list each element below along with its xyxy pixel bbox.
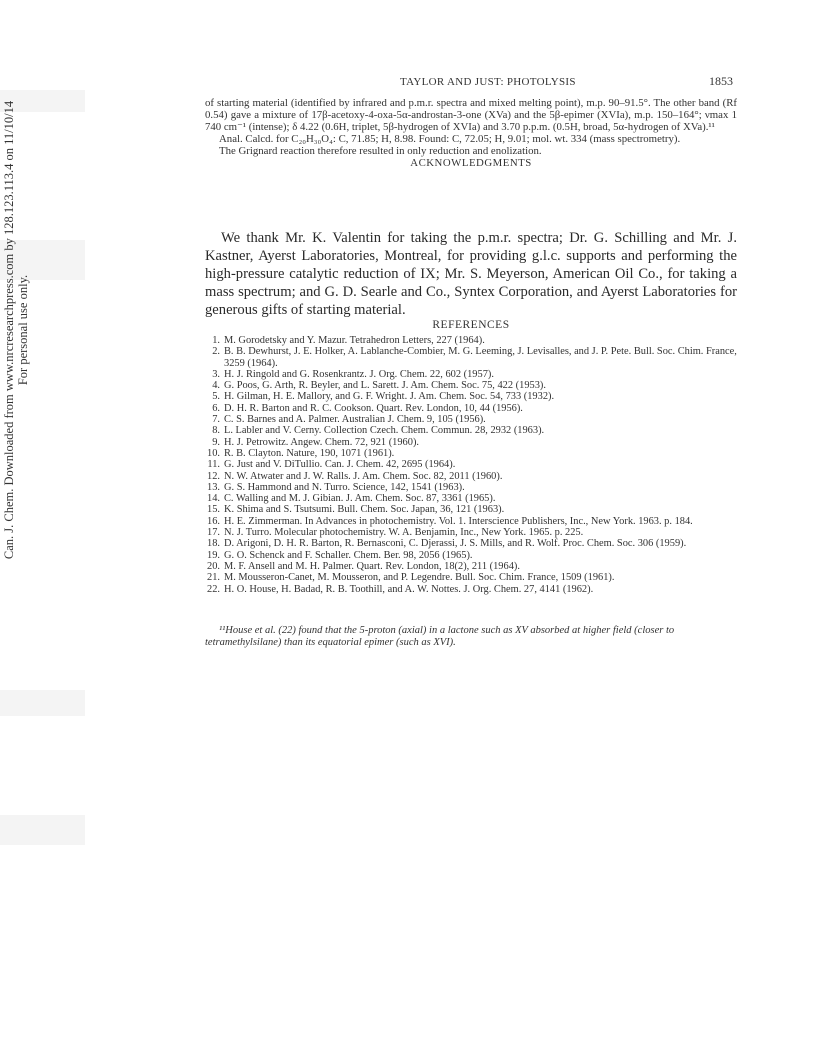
- reference-text: N. J. Turro. Molecular photochemistry. W. A. Benjamin, Inc., New York. 1965. p. 225.: [224, 527, 584, 539]
- reference-text: D. H. R. Barton and R. C. Cookson. Quart. Rev. London, 10, 44 (1956).: [224, 402, 523, 414]
- reference-text: B. B. Dewhurst, J. E. Holker, A. Lablanche-Combier, M. G. Leeming, J. Levisalles, and J. P. Pete. Bull. Soc. Chim. France, 3259 (1964).: [224, 346, 737, 369]
- reference-number: 7.: [212, 414, 220, 426]
- paragraph: of starting material (identified by infrared and p.m.r. spectra and mixed melting point), m.p. 90–91.5°. The other band (Rf 0.54) gave a mixture of 17β-acetoxy-4-oxa-5α-androstan-3-one (XVa) and the 5β-epimer (XVIa), m.p. 150–164°; νmax 1 740 cm⁻¹ (intense); δ 4.22 (0.6H, triplet, 5β-hydrogen of XVIa) and 3.70 p.p.m. (0.5H, broad, 5α-hydrogen of XVa).¹¹: [205, 97, 737, 133]
- paragraph: Anal. Calcd. for C₂₀H₃₀O₄: C, 71.85; H, 8.98. Found: C, 72.05; H, 9.01; mol. wt. 334 (mass spectrometry).: [219, 133, 681, 145]
- reference-item: [205, 403, 737, 414]
- reference-item: [205, 459, 737, 470]
- reference-text: H. J. Petrowitz. Angew. Chem. 72, 921 (1960).: [224, 436, 419, 448]
- page-number: 1853: [709, 74, 733, 88]
- reference-number: 17.: [207, 527, 220, 539]
- reference-number: 8.: [212, 425, 220, 437]
- reference-number: 16.: [207, 515, 220, 527]
- scan-shadow: [0, 815, 85, 845]
- body-text: [205, 97, 737, 169]
- reference-number: 9.: [212, 436, 220, 448]
- reference-number: 21.: [207, 572, 220, 584]
- reference-item: [205, 391, 737, 402]
- reference-text: M. Gorodetsky and Y. Mazur. Tetrahedron Letters, 227 (1964).: [224, 335, 485, 346]
- reference-number: 12.: [207, 470, 220, 482]
- reference-number: 2.: [212, 346, 220, 358]
- reference-item: [205, 584, 737, 595]
- footnote: ¹¹House et al. (22) found that the 5-proton (axial) in a lactone such as XV absorbed at higher field (closer to tetramethylsilane) than its equatorial epimer (such as XVI).: [205, 625, 675, 648]
- reference-text: H. E. Zimmerman. In Advances in photochemistry. Vol. 1. Interscience Publishers, Inc., New York. 1963. p. 184.: [224, 515, 693, 527]
- reference-text: N. W. Atwater and J. W. Ralls. J. Am. Chem. Soc. 82, 2011 (1960).: [224, 470, 503, 482]
- reference-text: H. O. House, H. Badad, R. B. Toothill, and A. W. Nottes. J. Org. Chem. 27, 4141 (1962).: [224, 583, 594, 595]
- reference-item: [205, 335, 737, 346]
- reference-item: [205, 516, 737, 527]
- reference-text: M. Mousseron-Canet, M. Mousseron, and P. Legendre. Bull. Soc. Chim. France, 1509 (1961).: [224, 572, 615, 584]
- reference-text: L. Labler and V. Cerny. Collection Czech. Chem. Commun. 28, 2932 (1963).: [224, 425, 545, 437]
- reference-item: [205, 550, 737, 561]
- watermark-line: For personal use only.: [16, 274, 30, 386]
- reference-item: [205, 504, 737, 515]
- reference-text: R. B. Clayton. Nature, 190, 1071 (1961).: [224, 447, 395, 459]
- reference-item: [205, 425, 737, 436]
- download-watermark: [2, 60, 30, 600]
- reference-text: C. S. Barnes and A. Palmer. Australian J. Chem. 9, 105 (1956).: [224, 414, 486, 426]
- reference-number: 1.: [212, 335, 220, 346]
- reference-number: 15.: [207, 504, 220, 516]
- reference-text: K. Shima and S. Tsutsumi. Bull. Chem. Soc. Japan, 36, 121 (1963).: [224, 504, 505, 516]
- reference-item: [205, 493, 737, 504]
- reference-number: 19.: [207, 549, 220, 561]
- acknowledgments: We thank Mr. K. Valentin for taking the p.m.r. spectra; Dr. G. Schilling and Mr. J. Kastner, Ayerst Laboratories, Montreal, for providing g.l.c. supports and performing the high-pressure catalytic reduction of IX; Mr. S. Meyerson, American Oil Co., for taking a mass spectrum; and G. D. Searle and Co., Syntex Corporation, and Ayerst Laboratories for generous gifts of starting material.: [205, 230, 737, 318]
- reference-item: [205, 572, 737, 583]
- paragraph: The Grignard reaction therefore resulted in only reduction and enolization.: [219, 145, 542, 157]
- reference-number: 6.: [212, 402, 220, 414]
- reference-item: [205, 369, 737, 380]
- reference-item: [205, 346, 737, 369]
- reference-number: 22.: [207, 583, 220, 595]
- reference-list: [205, 335, 737, 595]
- reference-item: [205, 471, 737, 482]
- reference-item: [205, 482, 737, 493]
- section-heading: REFERENCES: [432, 319, 510, 331]
- reference-text: G. S. Hammond and N. Turro. Science, 142, 1541 (1963).: [224, 481, 465, 493]
- reference-text: M. F. Ansell and M. H. Palmer. Quart. Rev. London, 18(2), 211 (1964).: [224, 560, 520, 572]
- reference-item: [205, 448, 737, 459]
- reference-text: H. J. Ringold and G. Rosenkrantz. J. Org. Chem. 22, 602 (1957).: [224, 368, 494, 380]
- reference-item: [205, 561, 737, 572]
- reference-text: D. Arigoni, D. H. R. Barton, R. Bernasconi, C. Djerassi, J. S. Mills, and R. Wolf. Proc. Chem. Soc. 306 (1959).: [224, 538, 687, 550]
- reference-number: 3.: [212, 368, 220, 380]
- reference-text: H. Gilman, H. E. Mallory, and G. F. Wright. J. Am. Chem. Soc. 54, 733 (1932).: [224, 391, 555, 403]
- watermark-line: Can. J. Chem. Downloaded from www.nrcresearchpress.com by 128.123.113.4 on 11/10/14: [2, 100, 16, 560]
- reference-item: [205, 380, 737, 391]
- reference-text: G. Just and V. DiTullio. Can. J. Chem. 42, 2695 (1964).: [224, 459, 456, 471]
- reference-number: 14.: [207, 493, 220, 505]
- reference-text: G. O. Schenck and F. Schaller. Chem. Ber. 98, 2056 (1965).: [224, 549, 473, 561]
- reference-text: G. Poos, G. Arth, R. Beyler, and L. Sarett. J. Am. Chem. Soc. 75, 422 (1953).: [224, 380, 546, 392]
- reference-item: [205, 414, 737, 425]
- reference-item: [205, 527, 737, 538]
- reference-number: 5.: [212, 391, 220, 403]
- reference-number: 20.: [207, 560, 220, 572]
- reference-text: C. Walling and M. J. Gibian. J. Am. Chem. Soc. 87, 3361 (1965).: [224, 493, 496, 505]
- running-title: TAYLOR AND JUST: PHOTOLYSIS: [400, 76, 576, 88]
- reference-item: [205, 437, 737, 448]
- section-heading: ACKNOWLEDGMENTS: [410, 157, 532, 169]
- reference-number: 13.: [207, 481, 220, 493]
- reference-item: [205, 538, 737, 549]
- reference-number: 11.: [207, 459, 220, 471]
- reference-number: 10.: [207, 447, 220, 459]
- reference-number: 18.: [207, 538, 220, 550]
- reference-number: 4.: [212, 380, 220, 392]
- scan-shadow: [0, 690, 85, 716]
